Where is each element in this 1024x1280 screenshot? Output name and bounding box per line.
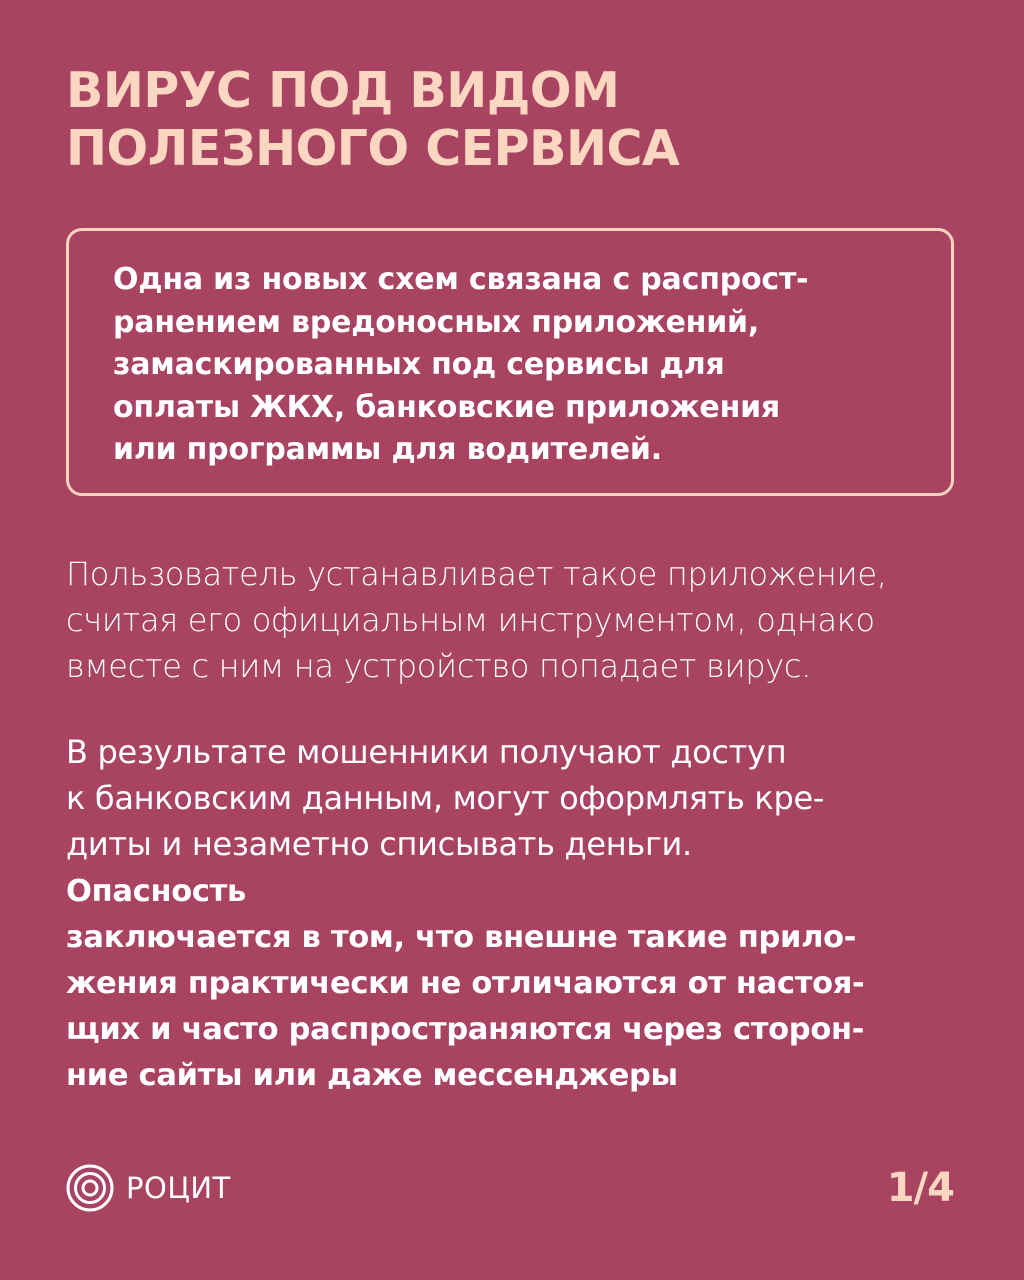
- paragraph-line: В результате мошенники получают доступ: [66, 733, 787, 771]
- paragraph-line: вместе с ним на устройство попадает вирус.: [66, 647, 812, 685]
- page-title: [66, 62, 966, 178]
- paragraph-1: [66, 551, 966, 689]
- callout-line: оплаты ЖКХ, банковские приложения: [113, 389, 780, 425]
- paragraph-line: к банковским данным, могут оформлять кре-: [66, 779, 825, 817]
- paragraph-line: считая его официальным инструментом, однако: [66, 601, 875, 639]
- callout-box: [66, 228, 954, 496]
- paragraph-bold-text: Опасность: [66, 874, 247, 909]
- paragraph-bold-line: заключается в том, что внешне такие прило-: [66, 920, 857, 955]
- paragraph-regular-text: диты и незаметно списывать деньги.: [66, 825, 692, 863]
- title-line-2: ПОЛЕЗНОГО СЕРВИСА: [66, 120, 680, 177]
- paragraph-bold-line: ние сайты или даже мессенджеры: [66, 1058, 678, 1093]
- page-number: 1/4: [886, 1165, 954, 1211]
- callout-line: Одна из новых схем связана с распрост-: [113, 262, 809, 297]
- paragraph-bold-line: жения практически не отличаются от настоя-: [66, 966, 865, 1001]
- title-line-1: ВИРУС ПОД ВИДОМ: [66, 62, 620, 119]
- paragraph-bold-line: щих и часто распространяются через сторон-: [66, 1012, 865, 1047]
- brand-logo: [66, 1164, 231, 1212]
- callout-text: [113, 259, 933, 472]
- callout-line: ранением вредоносных приложений,: [113, 304, 760, 340]
- paragraph-2: [66, 729, 966, 1099]
- brand-name: РОЦИТ: [126, 1171, 231, 1205]
- paragraph-line-mixed: [66, 821, 966, 915]
- paragraph-line: Пользователь устанавливает такое приложение,: [66, 555, 887, 593]
- callout-line: или программы для водителей.: [113, 432, 662, 467]
- callout-line: замаскированных под сервисы для: [113, 347, 725, 382]
- concentric-circles-logo-icon: [66, 1164, 114, 1212]
